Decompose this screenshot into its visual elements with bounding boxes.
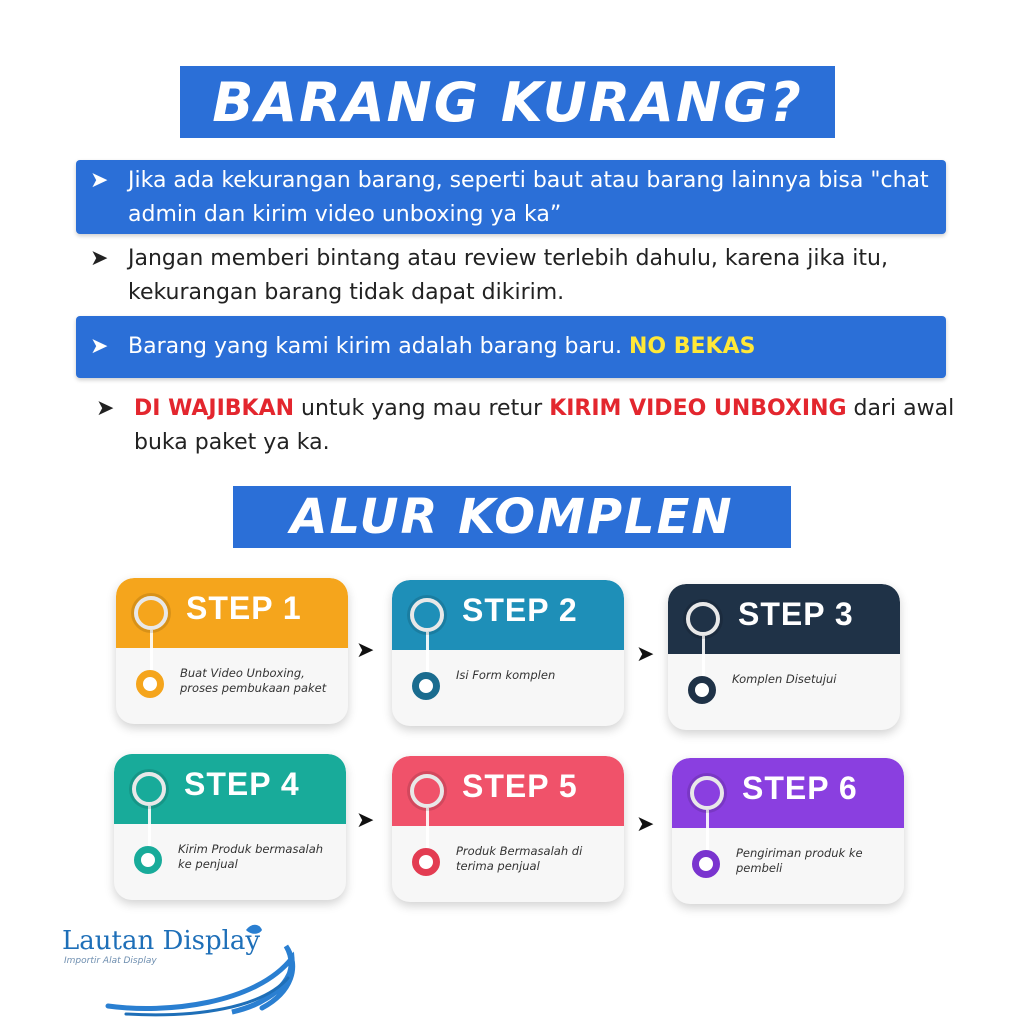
step-card-5 <box>392 756 624 902</box>
step-ring-icon <box>410 774 444 808</box>
brand-name: Lautan Display <box>62 926 261 956</box>
note-emphasis-video: KIRIM VIDEO UNBOXING <box>549 396 847 421</box>
step-dot-icon <box>412 848 440 876</box>
step-ring-icon <box>690 776 724 810</box>
step-description: Buat Video Unboxing, proses pembukaan paket <box>180 666 327 695</box>
page-title: BARANG KURANG? <box>180 66 835 138</box>
step-card-3 <box>668 584 900 730</box>
note-text: Jika ada kekurangan barang, seperti baut atau barang lainnya bisa "chat admin dan kirim video unboxing ya ka” <box>128 168 929 227</box>
note-emphasis-required: DI WAJIBKAN <box>134 396 295 421</box>
step-ring-icon <box>686 602 720 636</box>
step-card-1 <box>116 578 348 724</box>
note-text-mid: untuk yang mau retur <box>294 396 550 421</box>
brand-tagline: Importir Alat Display <box>64 956 157 966</box>
step-description: Isi Form komplen <box>456 668 556 682</box>
step-label: STEP 5 <box>462 768 578 804</box>
note-text-after: dari awal buka paket ya ka. <box>134 396 955 455</box>
bullet-arrow-icon: ➤ <box>90 246 109 271</box>
note-text <box>134 392 976 460</box>
step-label: STEP 1 <box>186 590 302 626</box>
note-emphasis: NO BEKAS <box>628 334 756 359</box>
connector-arrow-icon: ➤ <box>356 808 375 833</box>
step-description: Komplen Disetujui <box>732 672 837 686</box>
step-ring-icon <box>410 598 444 632</box>
step-dot-icon <box>136 670 164 698</box>
step-label: STEP 4 <box>184 766 300 802</box>
step-description: Pengiriman produk ke pembeli <box>736 846 863 875</box>
step-ring-icon <box>132 772 166 806</box>
connector-arrow-icon: ➤ <box>636 812 655 837</box>
step-label: STEP 6 <box>742 770 858 806</box>
step-ring-icon <box>134 596 168 630</box>
brand-logo <box>56 918 316 1018</box>
note-text <box>128 330 755 364</box>
step-card-6 <box>672 758 904 904</box>
step-card-2 <box>392 580 624 726</box>
bullet-arrow-icon: ➤ <box>90 334 109 359</box>
bullet-arrow-icon: ➤ <box>96 396 115 421</box>
step-description: Produk Bermasalah di terima penjual <box>456 844 583 873</box>
note-required-video <box>96 392 976 460</box>
note-missing-parts <box>76 160 946 234</box>
step-dot-icon <box>412 672 440 700</box>
note-text-plain: Barang yang kami kirim adalah barang baru. <box>128 334 629 359</box>
step-dot-icon <box>692 850 720 878</box>
connector-arrow-icon: ➤ <box>636 642 655 667</box>
step-dot-icon <box>134 846 162 874</box>
note-text: Jangan memberi bintang atau review terlebih dahulu, karena jika itu, kekurangan barang tidak dapat dikirim. <box>128 246 888 305</box>
step-description: Kirim Produk bermasalah ke penjual <box>178 842 324 871</box>
bullet-arrow-icon: ➤ <box>90 168 109 193</box>
step-label: STEP 3 <box>738 596 854 632</box>
note-no-review <box>90 242 960 310</box>
note-new-items <box>76 316 946 378</box>
step-label: STEP 2 <box>462 592 578 628</box>
step-dot-icon <box>688 676 716 704</box>
step-card-4 <box>114 754 346 900</box>
section-title: ALUR KOMPLEN <box>233 486 791 548</box>
connector-arrow-icon: ➤ <box>356 638 375 663</box>
